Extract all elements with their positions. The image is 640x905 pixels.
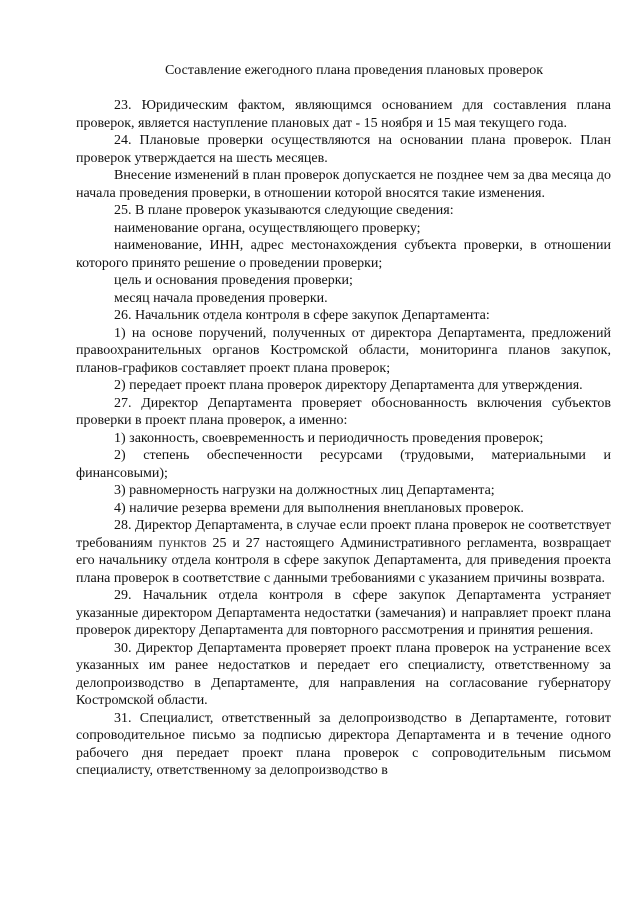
paragraph-28-link[interactable]: пунктов	[158, 535, 207, 551]
paragraph-26-item-1: 1) на основе поручений, полученных от директора Департамента, предложений правоохранительных органов Костромской области, мониторинга планов закупок, планов-графиков составляет проект плана проверок;	[76, 325, 611, 376]
paragraph-25-item-purpose: цель и основания проведения проверки;	[114, 273, 353, 288]
paragraph-27-item-2: 2) степень обеспеченности ресурсами (трудовыми, материальными и финансовыми);	[76, 448, 611, 481]
paragraph-28-text-start: 28. Директор Департамента, в случае если проект плана проверок не соответствует требованиям	[76, 518, 611, 551]
paragraph-28	[76, 517, 611, 587]
paragraph-23: 23. Юридическим фактом, являющимся основанием для составления плана проверок, является наступление плановых дат - 15 ноября и 15 мая текущего года.	[76, 98, 611, 131]
paragraph-25-item-month: месяц начала проведения проверки.	[114, 290, 328, 306]
paragraph-26-item-2: 2) передает проект плана проверок директору Департамента для утверждения.	[114, 378, 583, 393]
paragraph-25-item-subject: наименование, ИНН, адрес местонахождения субъекта проверки, в отношении которого принято решение о проведении проверки;	[76, 238, 611, 271]
paragraph-31: 31. Специалист, ответственный за делопроизводство в Департаменте, готовит сопроводительное письмо за подписью директора Департамента и в течение одного рабочего дня передает проект плана проверок с сопроводительным письмом специалисту, ответственному за делопроизводство в	[76, 710, 611, 778]
paragraph-30: 30. Директор Департамента проверяет проект плана проверок на устранение всех указанных им ранее недостатков и передает его специалисту, ответственному за делопроизводство в Департаменте, для направления на согласование губернатору Костромской области.	[76, 640, 611, 708]
section-heading: Составление ежегодного плана проведения плановых проверок	[164, 63, 544, 78]
paragraph-29: 29. Начальник отдела контроля в сфере закупок Департамента устраняет указанные директором Департамента недостатки (замечания) и направляет проект плана проверок директору Департамента для повторного рассмотрения и принятия решения.	[76, 588, 611, 638]
paragraph-24-changes: Внесение изменений в план проверок допускается не позднее чем за два месяца до начала проведения проверки, в отношении которой вносятся такие изменения.	[76, 168, 611, 201]
paragraph-26: 26. Начальник отдела контроля в сфере закупок Департамента:	[114, 308, 490, 323]
paragraph-25-item-organ: наименование органа, осуществляющего проверку;	[114, 220, 421, 236]
paragraph-25: 25. В плане проверок указываются следующие сведения:	[114, 203, 454, 218]
document-body	[76, 97, 611, 780]
paragraph-27-item-3: 3) равномерность нагрузки на должностных лиц Департамента;	[114, 483, 495, 498]
paragraph-27-item-1: 1) законность, своевременность и периодичность проведения проверок;	[114, 430, 544, 446]
paragraph-24: 24. Плановые проверки осуществляются на основании плана проверок. План проверок утверждается на шесть месяцев.	[76, 133, 611, 166]
paragraph-27: 27. Директор Департамента проверяет обоснованность включения субъектов проверки в проект плана проверок, а именно:	[76, 395, 611, 428]
paragraph-27-item-4: 4) наличие резерва времени для выполнения внеплановых проверок.	[114, 500, 524, 516]
paragraph-28-text-end: 25 и 27 настоящего Административного регламента, возвращает его начальнику отдела контроля в сфере закупок Департамента, для приведения проекта плана проверок в соответствие с данными требованиями с указанием причины возврата.	[76, 535, 611, 586]
